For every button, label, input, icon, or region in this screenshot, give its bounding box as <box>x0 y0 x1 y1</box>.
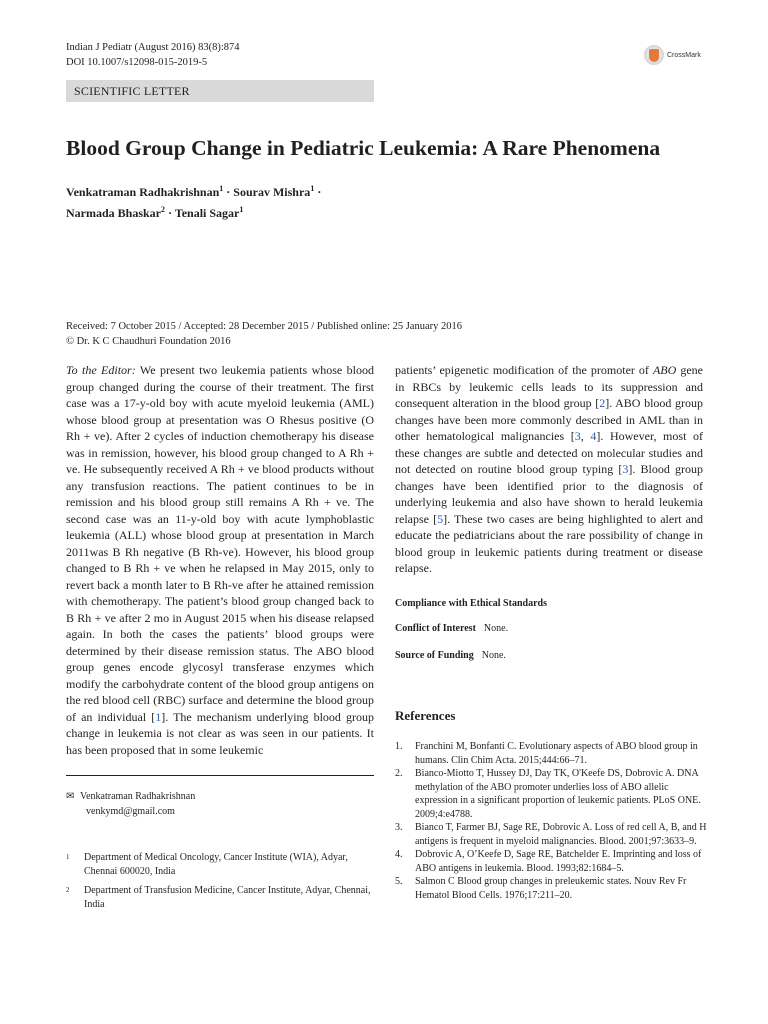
footnote-divider <box>66 775 374 776</box>
author-name[interactable]: Tenali Sagar <box>174 206 240 220</box>
dates-line: Received: 7 October 2015 / Accepted: 28 December 2015 / Published online: 25 January 2016 <box>66 321 462 332</box>
reference-item[interactable]: 3. Bianco T, Farmer BJ, Sage RE, Dobrovic A. Loss of red cell A, B, and H antigens is frequent in myeloid malignancies. Blood. 2001;97:3633–9. <box>395 822 707 847</box>
crossmark-label: CrossMark <box>667 51 701 59</box>
correspondence-email[interactable]: venkymd@gmail.com <box>86 806 175 817</box>
body-column-left <box>66 362 374 758</box>
citation-link[interactable]: 3 <box>622 462 629 476</box>
affiliation <box>66 884 374 911</box>
author-affiliation-mark: 1 <box>239 205 244 214</box>
reference-item[interactable]: 5. Salmon C Blood group changes in preleukemic states. Nouv Rev Fr Hematol Blood Cells. 1976;17:211–20. <box>395 876 687 901</box>
author-affiliation-mark: 1 <box>310 184 315 193</box>
reference-item[interactable]: 4. Dobrovic A, O’Keefe D, Sage RE, Batchelder E. Imprinting and loss of ABO antigens in leukemia. Blood. 1993;82:1684–5. <box>395 849 702 874</box>
affiliation-number: 2 <box>66 886 70 894</box>
affiliation <box>66 851 374 878</box>
citation-link[interactable]: 5 <box>437 511 444 526</box>
article-type-banner: SCIENTIFIC LETTER <box>66 80 374 102</box>
copyright-line: © Dr. K C Chaudhuri Foundation 2016 <box>66 336 231 347</box>
citation-link[interactable]: 3 <box>574 429 581 443</box>
author-name[interactable]: Venkatraman Radhakrishnan <box>66 185 220 199</box>
journal-citation: Indian J Pediatr (August 2016) 83(8):874 <box>66 42 240 53</box>
reference-item[interactable]: 1. Franchini M, Bonfanti C. Evolutionary aspects of ABO blood group in humans. Clin Chim Acta. 2015;444:66–71. <box>395 741 698 766</box>
affiliation-text: Department of Medical Oncology, Cancer Institute (WIA), Adyar, Chennai 600020, India <box>84 852 348 877</box>
reference-list <box>395 740 707 902</box>
conflict-of-interest: Conflict of Interest None. <box>395 623 509 634</box>
publication-dates <box>66 319 462 349</box>
citation-link[interactable]: 2 <box>599 396 606 410</box>
body-paragraph: patients’ epigenetic modification of the promoter of ABO gene in RBCs by leukemic cells leads to its suppression and consequent alteration in the blood group [2]. ABO blood group changes have been more commonly described in AML than in other hematological malignancies [3, 4]. However, most of these changes are subtle and detected on molecular studies and not detected on routine blood group typing [3]. Blood group changes have been identified prior to the diagnosis of underlying leukemia and also have shown to herald leukemia relapse [5]. These two cases are being highlighted to alert and educate the pediatricians about the rare possibility of change in blood group in leukemic patients during treatment or disease relapse. <box>395 363 703 575</box>
affiliation-text: Department of Transfusion Medicine, Cancer Institute, Adyar, Chennai, India <box>84 885 371 910</box>
envelope-icon: ✉ <box>66 791 75 802</box>
reference-item[interactable]: 2. Bianco-Miotto T, Hussey DJ, Day TK, O'Keefe DS, Dobrovic A. DNA methylation of the ABO promoter underlies loss of ABO allelic expression in a significant proportion of leukemic patients. PLoS ONE. 2009;4:e4788. <box>395 768 701 820</box>
author-name[interactable]: Sourav Mishra <box>233 185 311 199</box>
correspondence <box>66 789 195 819</box>
body-column-right <box>395 362 703 577</box>
journal-header <box>66 40 240 70</box>
crossmark-badge[interactable] <box>644 42 734 68</box>
affiliation-number: 1 <box>66 853 70 861</box>
compliance-heading: Compliance with Ethical Standards <box>395 598 547 609</box>
citation-link[interactable]: 4 <box>590 429 597 443</box>
references-heading: References <box>395 708 456 723</box>
correspondence-name: Venkatraman Radhakrishnan <box>80 791 196 802</box>
crossmark-icon <box>644 45 664 65</box>
citation-link[interactable]: 1 <box>155 709 162 724</box>
doi[interactable]: DOI 10.1007/s12098-015-2019-5 <box>66 57 208 68</box>
article-title: Blood Group Change in Pediatric Leukemia: A Rare Phenomena <box>66 136 661 160</box>
author-list: Venkatraman Radhakrishnan$^1$ · Sourav Mishra$^1$ · Narmada Bhaskar$^2$ · Tenali Sagar$^1$ <box>66 184 322 220</box>
body-paragraph: To the Editor: We present two leukemia patients whose blood group changed during the course of their treatment. The first case was a 17-y-old boy with acute myeloid leukemia (AML) whose blood group at presentation was O Rhesus positive (O Rh + ve). After 2 cycles of induction chemotherapy his disease was in remission, however, his blood group changed to A Rh + ve. He subsequently received A Rh + ve blood products without any transfusion reactions. The patient continues to be in remission and his blood group still remains A Rh + ve. The second case was an 11-y-old boy with acute lymphoblastic leukemia (ALL) whose blood group at presentation in March 2011was B Rh negative (B Rh-ve). However, his blood group changed to B Rh + ve when he relapsed in May 2015, only to revert back a month later to B Rh-ve after he attained remission with chemotherapy. The patient’s blood group changed back to B Rh + ve after 2 mo in August 2015 when his disease relapsed again. In both the cases the patients’ blood groups were determined by their disease remission status. The ABO blood group genes encode glycosyl transferase enzymes which modify the carbohydrate content of the blood group antigens on the red blood cell (RBC) surface and determine the blood group of an individual [1]. The mechanism underlying blood group change in leukemia is not clear as was seen in our patients. It has been proposed that in some leukemic <box>66 363 375 757</box>
author-affiliation-mark: 1 <box>219 184 224 193</box>
salutation: To the Editor: <box>66 363 136 377</box>
author-name[interactable]: Narmada Bhaskar <box>66 206 162 220</box>
source-of-funding: Source of Funding None. <box>395 650 506 661</box>
author-affiliation-mark: 2 <box>161 205 166 214</box>
